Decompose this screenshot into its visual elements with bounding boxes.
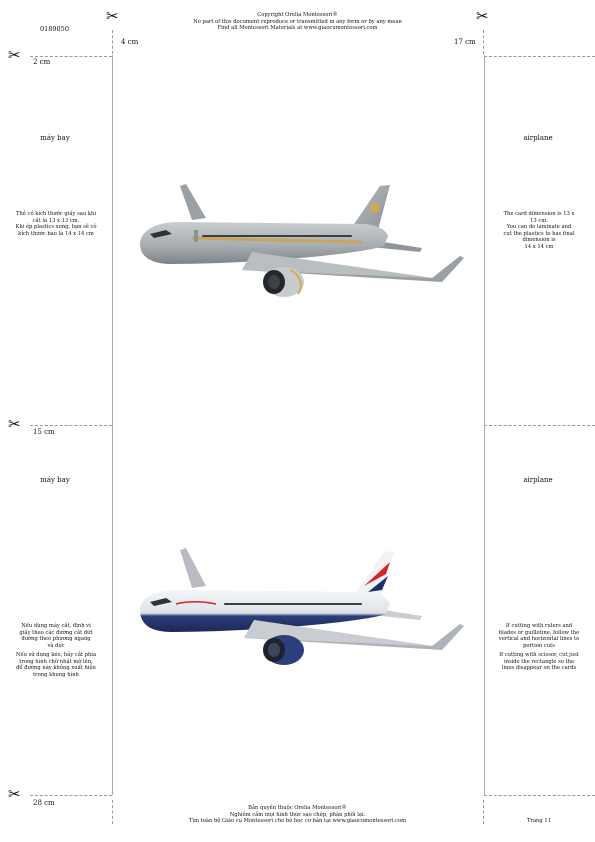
cut-guide-left-mid xyxy=(30,425,112,426)
note-line: lines disappear on the cards xyxy=(501,665,577,671)
cut-guide-vertical xyxy=(112,800,113,824)
scissor-icon: ✂ xyxy=(8,415,21,433)
note-line: If cutting with scissor, cut just xyxy=(499,652,579,658)
cut-guide-right-bottom xyxy=(484,795,595,796)
note-line: portion cuts xyxy=(523,642,555,649)
cut-guide-vertical xyxy=(483,30,484,54)
note-line: cắt là 13 x 13 cm. xyxy=(32,217,80,224)
footer-line-3: Tìm toàn bộ Giáo cụ Montessori cho bộ học cơ bản tại www.giaocumontessori.com xyxy=(188,818,406,824)
page-number: Trang 11 xyxy=(527,818,551,824)
document-id: 0189050 xyxy=(40,25,69,33)
airplane-illustration xyxy=(132,178,468,303)
vi-note xyxy=(14,211,98,237)
scissor-icon: ✂ xyxy=(106,7,119,25)
en-label: airplane xyxy=(523,476,553,484)
note-line: If cutting with rulers and xyxy=(505,623,573,629)
note-line: trong hình chữ nhật mờ lên, xyxy=(19,658,93,665)
footer-copyright xyxy=(150,805,445,825)
en-note xyxy=(497,211,581,250)
note-line: giấy theo các đường cắt đứt xyxy=(19,629,93,636)
vi-label: máy bay xyxy=(40,476,70,484)
scissor-icon: ✂ xyxy=(8,46,21,64)
note-line: Nếu sử dụng kéo, hãy cắt phía xyxy=(15,652,97,658)
measure-4cm: 4 cm xyxy=(121,38,139,46)
note-line: Khi ép plastics xong, bạn sẽ có xyxy=(15,224,97,230)
airplane-illustration xyxy=(132,544,468,669)
cut-guide-right-mid xyxy=(484,425,595,426)
scissor-icon: ✂ xyxy=(8,785,21,803)
scissor-icon: ✂ xyxy=(476,7,489,25)
header-line-3: Find all Montessori Materials at www.giaocumontessori.com xyxy=(217,25,378,31)
note-line: dimension is xyxy=(522,237,556,243)
cut-guide-vertical xyxy=(112,30,113,54)
card-frame xyxy=(112,55,485,795)
vi-note xyxy=(14,623,98,678)
cut-guide-vertical xyxy=(483,800,484,824)
note-line: kích thước bao là 14 x 14 cm xyxy=(18,230,94,237)
cut-guide-left-bottom xyxy=(30,795,112,796)
cut-guide-right-top xyxy=(484,56,595,57)
note-line: để đường này không xuất hiện xyxy=(16,665,96,671)
note-line: trong khung hình xyxy=(33,671,79,678)
cut-guide-left-top xyxy=(30,56,112,57)
note-line: đường theo phương ngang xyxy=(21,636,91,642)
footer-line-1: Bản quyền thuộc Orelia Montessori® xyxy=(248,805,347,811)
header-line-2: No part of this document reproduce or transmitted in any form or by any mean xyxy=(193,18,402,25)
footer-line-2: Nghiêm cấm mọi hình thức sao chép, phân phối lại. xyxy=(229,811,366,818)
measure-28cm: 28 cm xyxy=(33,799,55,807)
note-line: 14 x 14 cm xyxy=(524,243,554,250)
note-line: inside the rectangle so the xyxy=(503,658,575,665)
note-line: blades or guillotine, follow the xyxy=(498,629,580,636)
measure-17cm: 17 cm xyxy=(454,38,476,46)
note-line: Thẻ có kích thước giấy sau khi xyxy=(16,211,96,217)
note-line: và dọc xyxy=(47,642,65,649)
en-label: airplane xyxy=(523,134,553,142)
note-line: vertical and horizontal lines to xyxy=(498,636,580,642)
measure-15cm: 15 cm xyxy=(33,428,55,436)
note-line: The card dimension is 13 x xyxy=(503,211,575,217)
copyright-header xyxy=(150,12,445,32)
header-line-1: Copyright Orelia Montessori® xyxy=(257,12,338,18)
en-note xyxy=(495,623,583,672)
note-line: You can do laminate and xyxy=(506,224,572,230)
vi-label: máy bay xyxy=(40,134,70,142)
note-line: 13 cm. xyxy=(530,217,548,224)
note-line: cut the plastics to has final xyxy=(503,230,575,237)
note-line: Nếu dùng máy cắt, định vị xyxy=(21,623,91,629)
measure-2cm: 2 cm xyxy=(33,58,51,66)
